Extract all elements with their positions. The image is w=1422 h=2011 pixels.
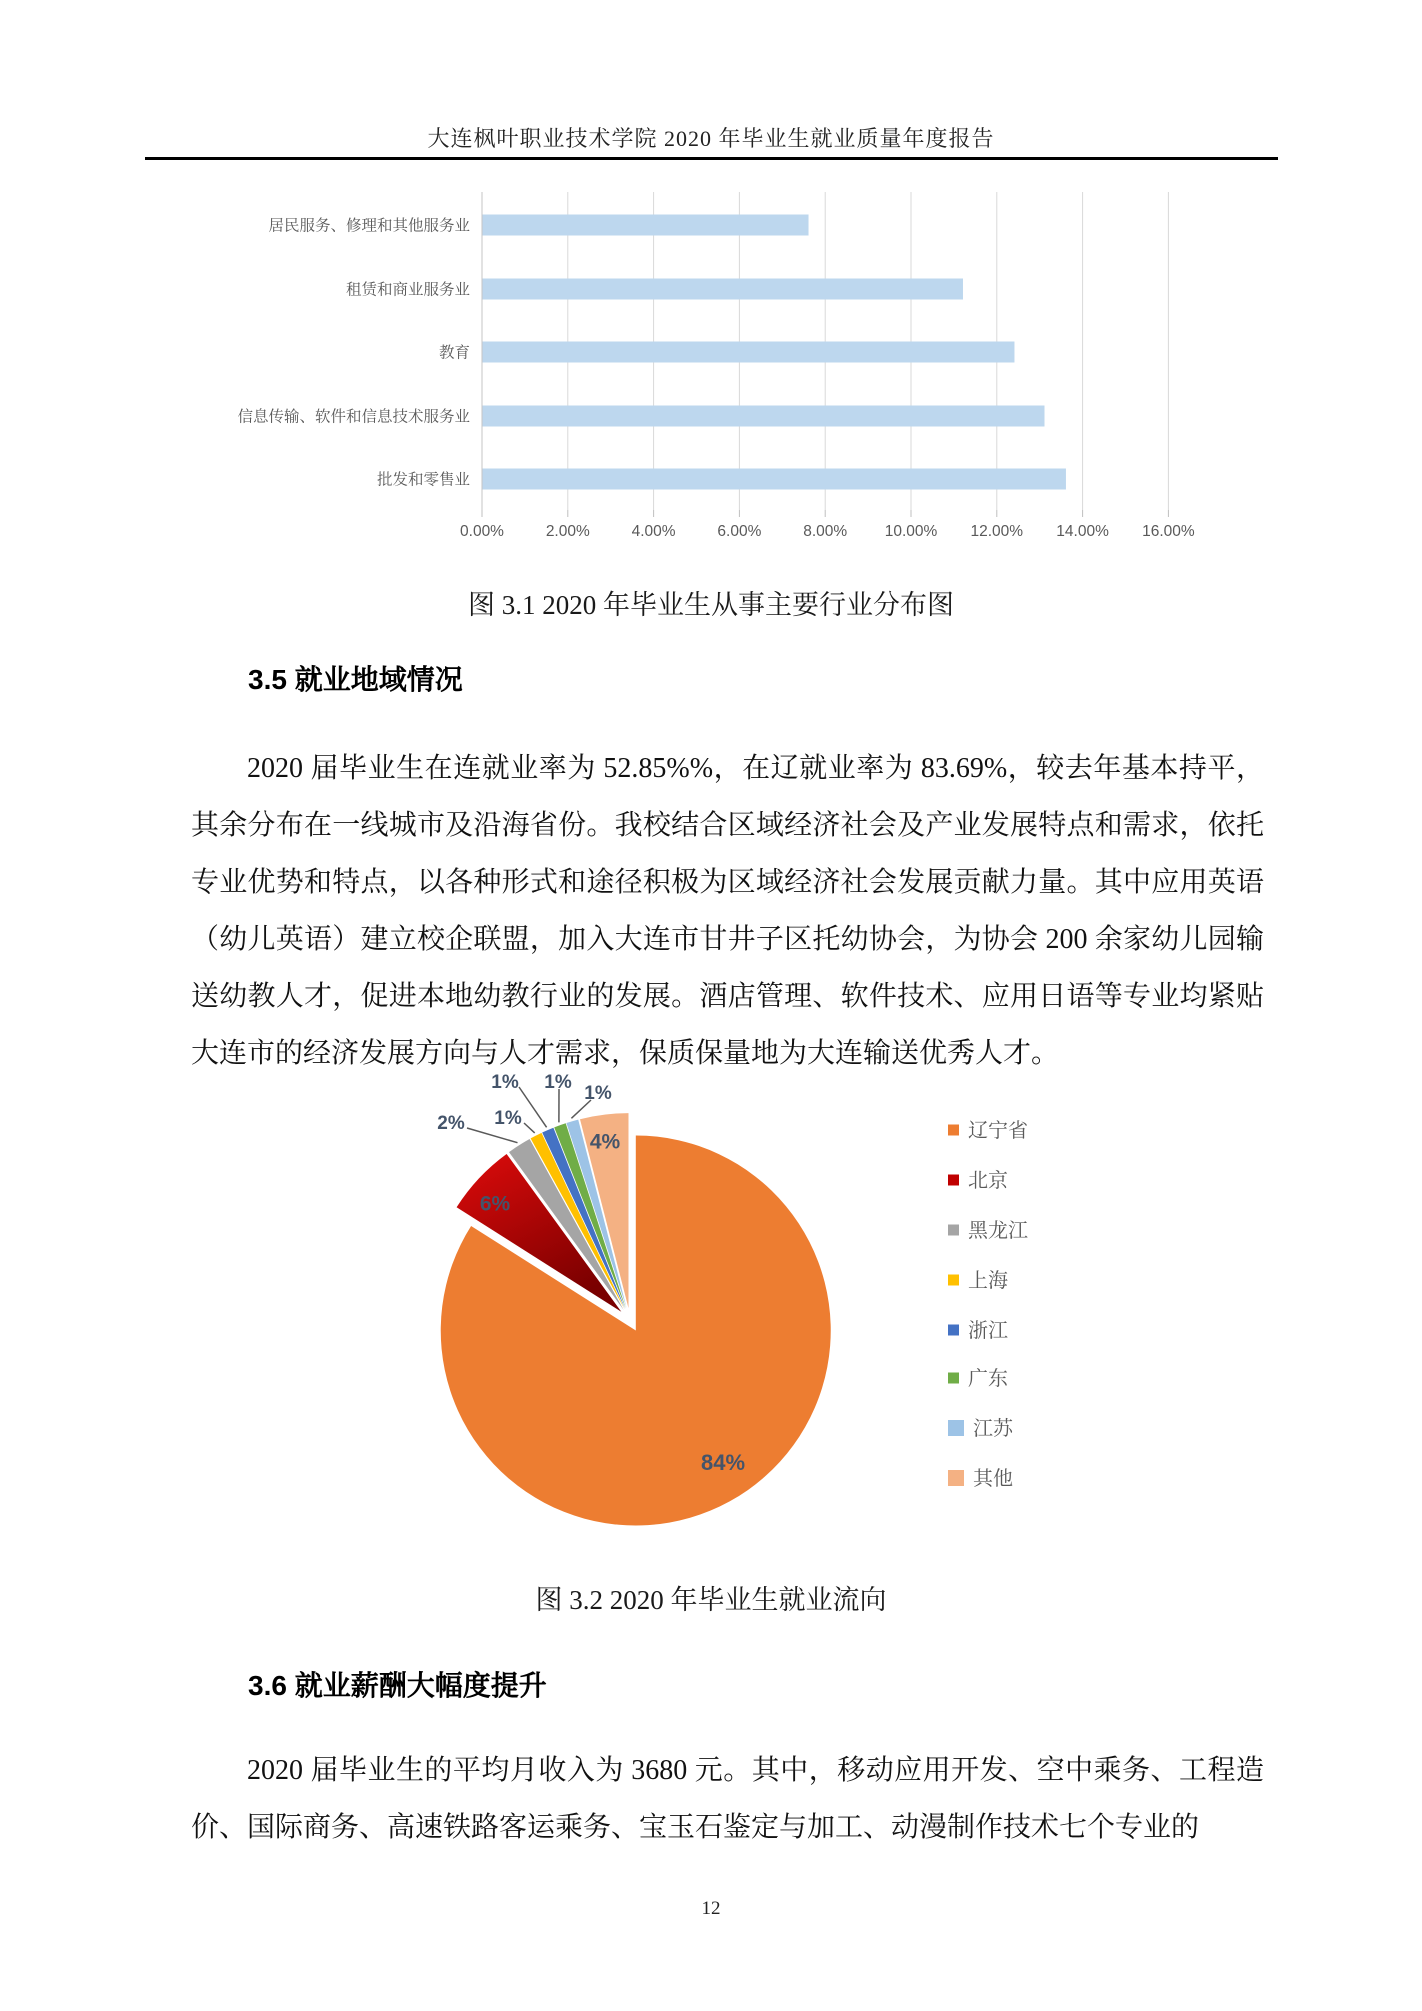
svg-text:上海: 上海 (968, 1270, 1008, 1292)
bar-chart-industry-distribution (150, 172, 1290, 557)
section-3-6-paragraph: 2020 届毕业生的平均月收入为 3680 元。其中，移动应用开发、空中乘务、工程造价、国际商务、高速铁路客运乘务、宝玉石鉴定与加工、动漫制作技术七个专业的 (191, 1755, 1264, 1843)
svg-text:2.00%: 2.00% (545, 523, 590, 540)
svg-text:16.00%: 16.00% (1142, 523, 1195, 540)
figure-3-1-caption: 图 3.1 2020 年毕业生从事主要行业分布图 (468, 590, 954, 620)
svg-text:8.00%: 8.00% (803, 523, 848, 540)
svg-text:批发和零售业: 批发和零售业 (376, 471, 470, 489)
svg-text:辽宁省: 辽宁省 (968, 1120, 1028, 1142)
svg-text:6%: 6% (479, 1192, 511, 1216)
svg-text:黑龙江: 黑龙江 (968, 1220, 1028, 1242)
section-3-5-heading: 3.5 就业地域情况 (248, 664, 463, 695)
svg-text:12.00%: 12.00% (970, 523, 1024, 540)
svg-text:1%: 1% (494, 1107, 522, 1129)
svg-text:其他: 其他 (973, 1468, 1013, 1490)
svg-text:0.00%: 0.00% (460, 523, 504, 540)
svg-text:居民服务、修理和其他服务业: 居民服务、修理和其他服务业 (268, 217, 470, 235)
svg-text:6.00%: 6.00% (717, 523, 762, 540)
svg-text:租赁和商业服务业: 租赁和商业服务业 (345, 281, 470, 299)
svg-text:4.00%: 4.00% (631, 523, 676, 540)
section-3-5-paragraph: 2020 届毕业生在连就业率为 52.85%%，在辽就业率为 83.69%，较去年基本持平，其余分布在一线城市及沿海省份。我校结合区域经济社会及产业发展特点和需求，依托专业优势和特点，以各种形式和途径积极为区域经济社会发展贡献力量。其中应用英语（幼儿英语）建立校企联盟，加入大连市甘井子区托幼协会，为协会 200 余家幼儿园输送幼教人才，促进本地幼教行业的发展。酒店管理、软件技术、应用日语等专业均紧贴大连市的经济发展方向与人才需求，保质保量地为大连输送优秀人才。 (191, 753, 1264, 1069)
header-rule (145, 157, 1278, 160)
svg-text:4%: 4% (589, 1130, 621, 1154)
svg-text:北京: 北京 (968, 1170, 1008, 1192)
svg-text:1%: 1% (584, 1082, 612, 1104)
figure-3-2-caption: 图 3.2 2020 年毕业生就业流向 (535, 1585, 887, 1615)
svg-text:2%: 2% (437, 1112, 465, 1134)
page-number: 12 (701, 1898, 721, 1919)
svg-text:信息传输、软件和信息技术服务业: 信息传输、软件和信息技术服务业 (237, 408, 470, 426)
svg-text:84%: 84% (700, 1449, 746, 1475)
svg-text:14.00%: 14.00% (1056, 523, 1109, 540)
pie-chart-employment-flow (300, 1062, 1250, 1562)
svg-text:1%: 1% (544, 1071, 572, 1093)
section-3-6-heading: 3.6 就业薪酬大幅度提升 (248, 1670, 547, 1701)
svg-text:江苏: 江苏 (973, 1418, 1013, 1440)
svg-text:教育: 教育 (438, 344, 470, 362)
svg-text:广东: 广东 (968, 1368, 1008, 1390)
svg-text:浙江: 浙江 (968, 1320, 1008, 1342)
svg-text:1%: 1% (491, 1071, 519, 1093)
page-header: 大连枫叶职业技术学院 2020 年毕业生就业质量年度报告 (427, 126, 995, 151)
svg-text:10.00%: 10.00% (884, 523, 938, 540)
